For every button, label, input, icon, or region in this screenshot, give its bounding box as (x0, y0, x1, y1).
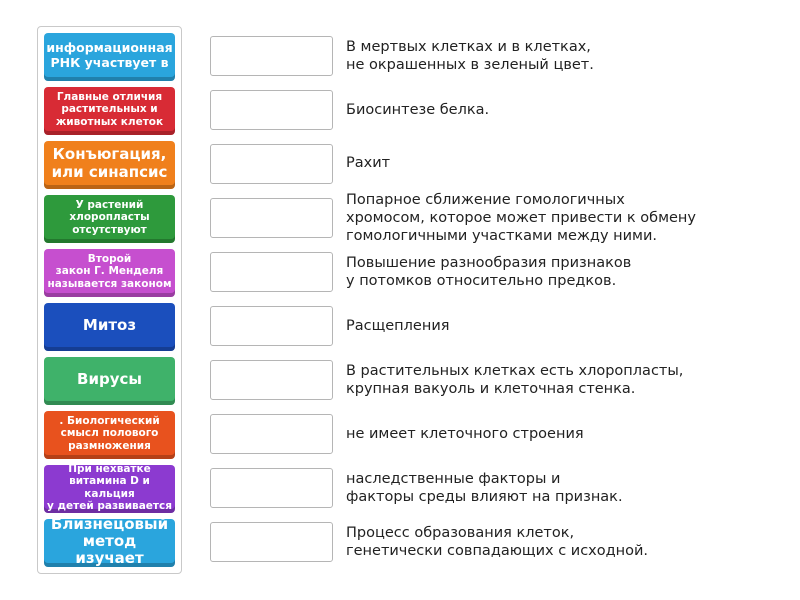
tile-label-4: У растений хлоропласты отсутствуют (69, 199, 150, 236)
description-2: Биосинтезе белка. (346, 102, 490, 118)
drop-slot-10[interactable] (210, 522, 333, 562)
answer-tile-9[interactable] (44, 465, 175, 513)
description-1: В мертвых клетках и в клетках, не окрашенных в зеленый цвет. (346, 39, 594, 73)
tile-label-1: информационная РНК участвует в (46, 40, 173, 70)
tile-label-5: Второй закон Г. Менделя называется законом (47, 253, 172, 290)
description-7: В растительных клетках есть хлоропласты, крупная вакуоль и клеточная стенка. (346, 363, 684, 397)
drop-slot-3[interactable] (210, 144, 333, 184)
answer-tile-2[interactable] (44, 87, 175, 135)
tile-label-3: Конъюгация, или синапсис (51, 145, 168, 181)
tile-label-9: При нехватке витамина D и кальция у детей развивается (47, 463, 172, 512)
tile-label-6: Митоз (82, 315, 137, 334)
description-5: Повышение разнообразия признаков у потомков относительно предков. (346, 255, 632, 289)
tile-label-8: . Биологический смысл полового размножения (59, 415, 160, 452)
tile-label-10: Близнецовый метод изучает (50, 514, 169, 568)
description-9: наследственные факторы и факторы среды влияют на признак. (346, 471, 623, 505)
answer-tile-8[interactable] (44, 411, 175, 459)
answer-tile-3[interactable] (44, 141, 175, 189)
drop-slot-7[interactable] (210, 360, 333, 400)
answer-tile-1[interactable] (44, 33, 175, 81)
description-10: Процесс образования клеток, генетически совпадающих с исходной. (346, 525, 649, 559)
description-3: Рахит (346, 155, 391, 171)
drop-slot-6[interactable] (210, 306, 333, 346)
drop-slot-8[interactable] (210, 414, 333, 454)
description-4: Попарное сближение гомологичных хромосом, которое может привести к обмену гомологичными участками между ними. (346, 192, 696, 244)
answer-tile-6[interactable] (44, 303, 175, 351)
answer-tile-5[interactable] (44, 249, 175, 297)
drop-slot-9[interactable] (210, 468, 333, 508)
description-8: не имеет клеточного строения (346, 426, 584, 442)
description-6: Расщепления (346, 318, 450, 334)
drop-slot-5[interactable] (210, 252, 333, 292)
answer-tile-7[interactable] (44, 357, 175, 405)
tile-label-2: Главные отличия растительных и животных клеток (55, 91, 164, 128)
drop-slot-2[interactable] (210, 90, 333, 130)
tile-label-7: Вирусы (77, 369, 142, 388)
answer-tile-4[interactable] (44, 195, 175, 243)
drop-slot-1[interactable] (210, 36, 333, 76)
answer-tile-10[interactable] (44, 514, 175, 568)
drop-slot-4[interactable] (210, 198, 333, 238)
